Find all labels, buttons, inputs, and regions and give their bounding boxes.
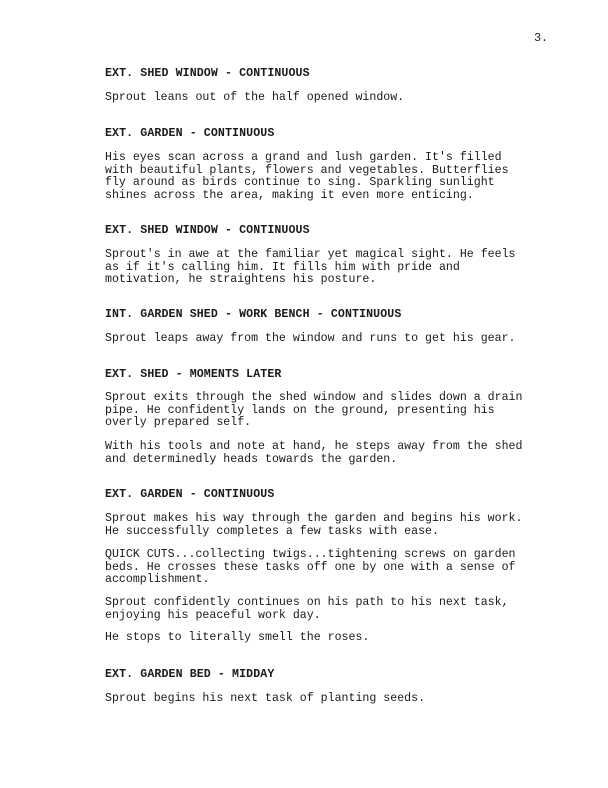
scene-heading: EXT. SHED - MOMENTS LATER [105,368,282,381]
action-paragraph: Sprout exits through the shed window and slides down a drain pipe. He confidently lands on the ground, presenting his overly prepared self. [105,391,523,430]
action-paragraph: Sprout confidently continues on his path to his next task, enjoying his peaceful work day. [105,596,509,622]
action-paragraph: Sprout leaps away from the window and runs to get his gear. [105,332,516,345]
action-paragraph: Sprout makes his way through the garden and begins his work. He successfully completes a few tasks with ease. [105,512,523,538]
page-number: 3. [534,32,548,45]
action-paragraph: QUICK CUTS...collecting twigs...tightening screws on garden beds. He crosses these tasks off one by one with a sense of accomplishment. [105,548,516,587]
scene-heading: EXT. GARDEN - CONTINUOUS [105,488,275,501]
action-paragraph: Sprout begins his next task of planting seeds. [105,692,426,705]
action-paragraph: With his tools and note at hand, he steps away from the shed and determinedly heads towards the garden. [105,440,523,466]
scene-heading: INT. GARDEN SHED - WORK BENCH - CONTINUOUS [105,308,402,321]
scene-heading: EXT. SHED WINDOW - CONTINUOUS [105,224,310,237]
action-paragraph: His eyes scan across a grand and lush garden. It's filled with beautiful plants, flowers and vegetables. Butterflies fly around as birds continue to sing. Sparkling sunlight shines across the area, making it even more enticing. [105,151,509,202]
scene-heading: EXT. GARDEN BED - MIDDAY [105,668,275,681]
scene-heading: EXT. GARDEN - CONTINUOUS [105,127,275,140]
action-paragraph: Sprout's in awe at the familiar yet magical sight. He feels as if it's calling him. It fills him with pride and motivation, he straightens his posture. [105,248,516,287]
scene-heading: EXT. SHED WINDOW - CONTINUOUS [105,67,310,80]
action-paragraph: He stops to literally smell the roses. [105,631,370,644]
action-paragraph: Sprout leans out of the half opened window. [105,91,405,104]
